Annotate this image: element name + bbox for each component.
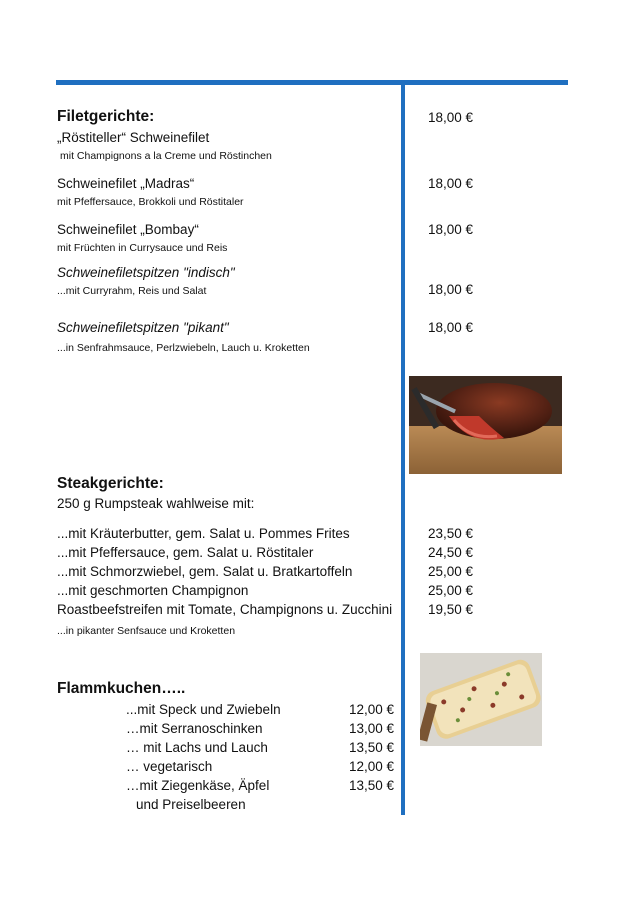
flamm-item-5-continuation: und Preiselbeeren bbox=[136, 797, 246, 812]
flamm-item-2-name: …mit Serranoschinken bbox=[126, 721, 263, 736]
flamm-item-3-price: 13,50 € bbox=[349, 740, 395, 755]
steak-item-3-price: 25,00 € bbox=[428, 564, 474, 579]
column-divider bbox=[401, 84, 405, 815]
steak-item-1-name: ...mit Kräuterbutter, gem. Salat u. Pommes Frites bbox=[57, 526, 350, 541]
flamm-item-2-price: 13,00 € bbox=[349, 721, 395, 736]
flamm-item-5-name: …mit Ziegenkäse, Äpfel bbox=[126, 778, 270, 793]
filet-item-4-desc: ...mit Curryrahm, Reis und Salat bbox=[57, 285, 207, 297]
price-filet-1: 18,00 € bbox=[428, 110, 474, 125]
steak-subtitle: 250 g Rumpsteak wahlweise mit: bbox=[57, 496, 255, 511]
filet-item-5-name: Schweinefiletspitzen "pikant" bbox=[57, 320, 229, 335]
flamm-item-4-price: 12,00 € bbox=[349, 759, 395, 774]
flammkuchen-photo bbox=[420, 653, 542, 746]
flamm-item-1-name: ...mit Speck und Zwiebeln bbox=[126, 702, 281, 717]
filet-item-4-price: 18,00 € bbox=[428, 282, 474, 297]
steak-photo bbox=[409, 376, 562, 474]
filet-item-5-price: 18,00 € bbox=[428, 320, 474, 335]
section-title-filet: Filetgerichte: bbox=[57, 108, 155, 125]
flamm-item-5-price: 13,50 € bbox=[349, 778, 395, 793]
filet-item-2-name: Schweinefilet „Madras“ bbox=[57, 176, 195, 191]
steak-item-4-price: 25,00 € bbox=[428, 583, 474, 598]
section-title-steak: Steakgerichte: bbox=[57, 475, 164, 492]
steak-item-1-price: 23,50 € bbox=[428, 526, 474, 541]
steak-item-3-name: ...mit Schmorzwiebel, gem. Salat u. Bratkartoffeln bbox=[57, 564, 353, 579]
filet-item-1-desc: mit Champignons a la Creme und Röstinchen bbox=[60, 150, 272, 162]
filet-item-5-desc: ...in Senfrahmsauce, Perlzwiebeln, Lauch u. Kroketten bbox=[57, 342, 310, 354]
steak-item-2-name: ...mit Pfeffersauce, gem. Salat u. Röstitaler bbox=[57, 545, 314, 560]
steak-item-4-name: ...mit geschmorten Champignon bbox=[57, 583, 249, 598]
filet-item-2-price: 18,00 € bbox=[428, 176, 474, 191]
flamm-item-4-name: … vegetarisch bbox=[126, 759, 213, 774]
filet-item-3-price: 18,00 € bbox=[428, 222, 474, 237]
filet-item-3-name: Schweinefilet „Bombay“ bbox=[57, 222, 199, 237]
filet-item-1-name: „Röstiteller“ Schweinefilet bbox=[57, 130, 210, 145]
flamm-item-3-name: … mit Lachs und Lauch bbox=[126, 740, 268, 755]
steak-note: ...in pikanter Senfsauce und Kroketten bbox=[57, 625, 236, 637]
steak-item-5-price: 19,50 € bbox=[428, 602, 474, 617]
filet-item-4-name: Schweinefiletspitzen "indisch" bbox=[57, 265, 235, 280]
filet-item-2-desc: mit Pfeffersauce, Brokkoli und Röstitaler bbox=[57, 196, 244, 208]
section-title-flamm: Flammkuchen….. bbox=[57, 680, 186, 697]
steak-item-5-name: Roastbeefstreifen mit Tomate, Champignons u. Zucchini bbox=[57, 602, 393, 617]
flamm-item-1-price: 12,00 € bbox=[349, 702, 395, 717]
steak-item-2-price: 24,50 € bbox=[428, 545, 474, 560]
filet-item-3-desc: mit Früchten in Currysauce und Reis bbox=[57, 242, 228, 254]
top-divider bbox=[56, 80, 568, 85]
